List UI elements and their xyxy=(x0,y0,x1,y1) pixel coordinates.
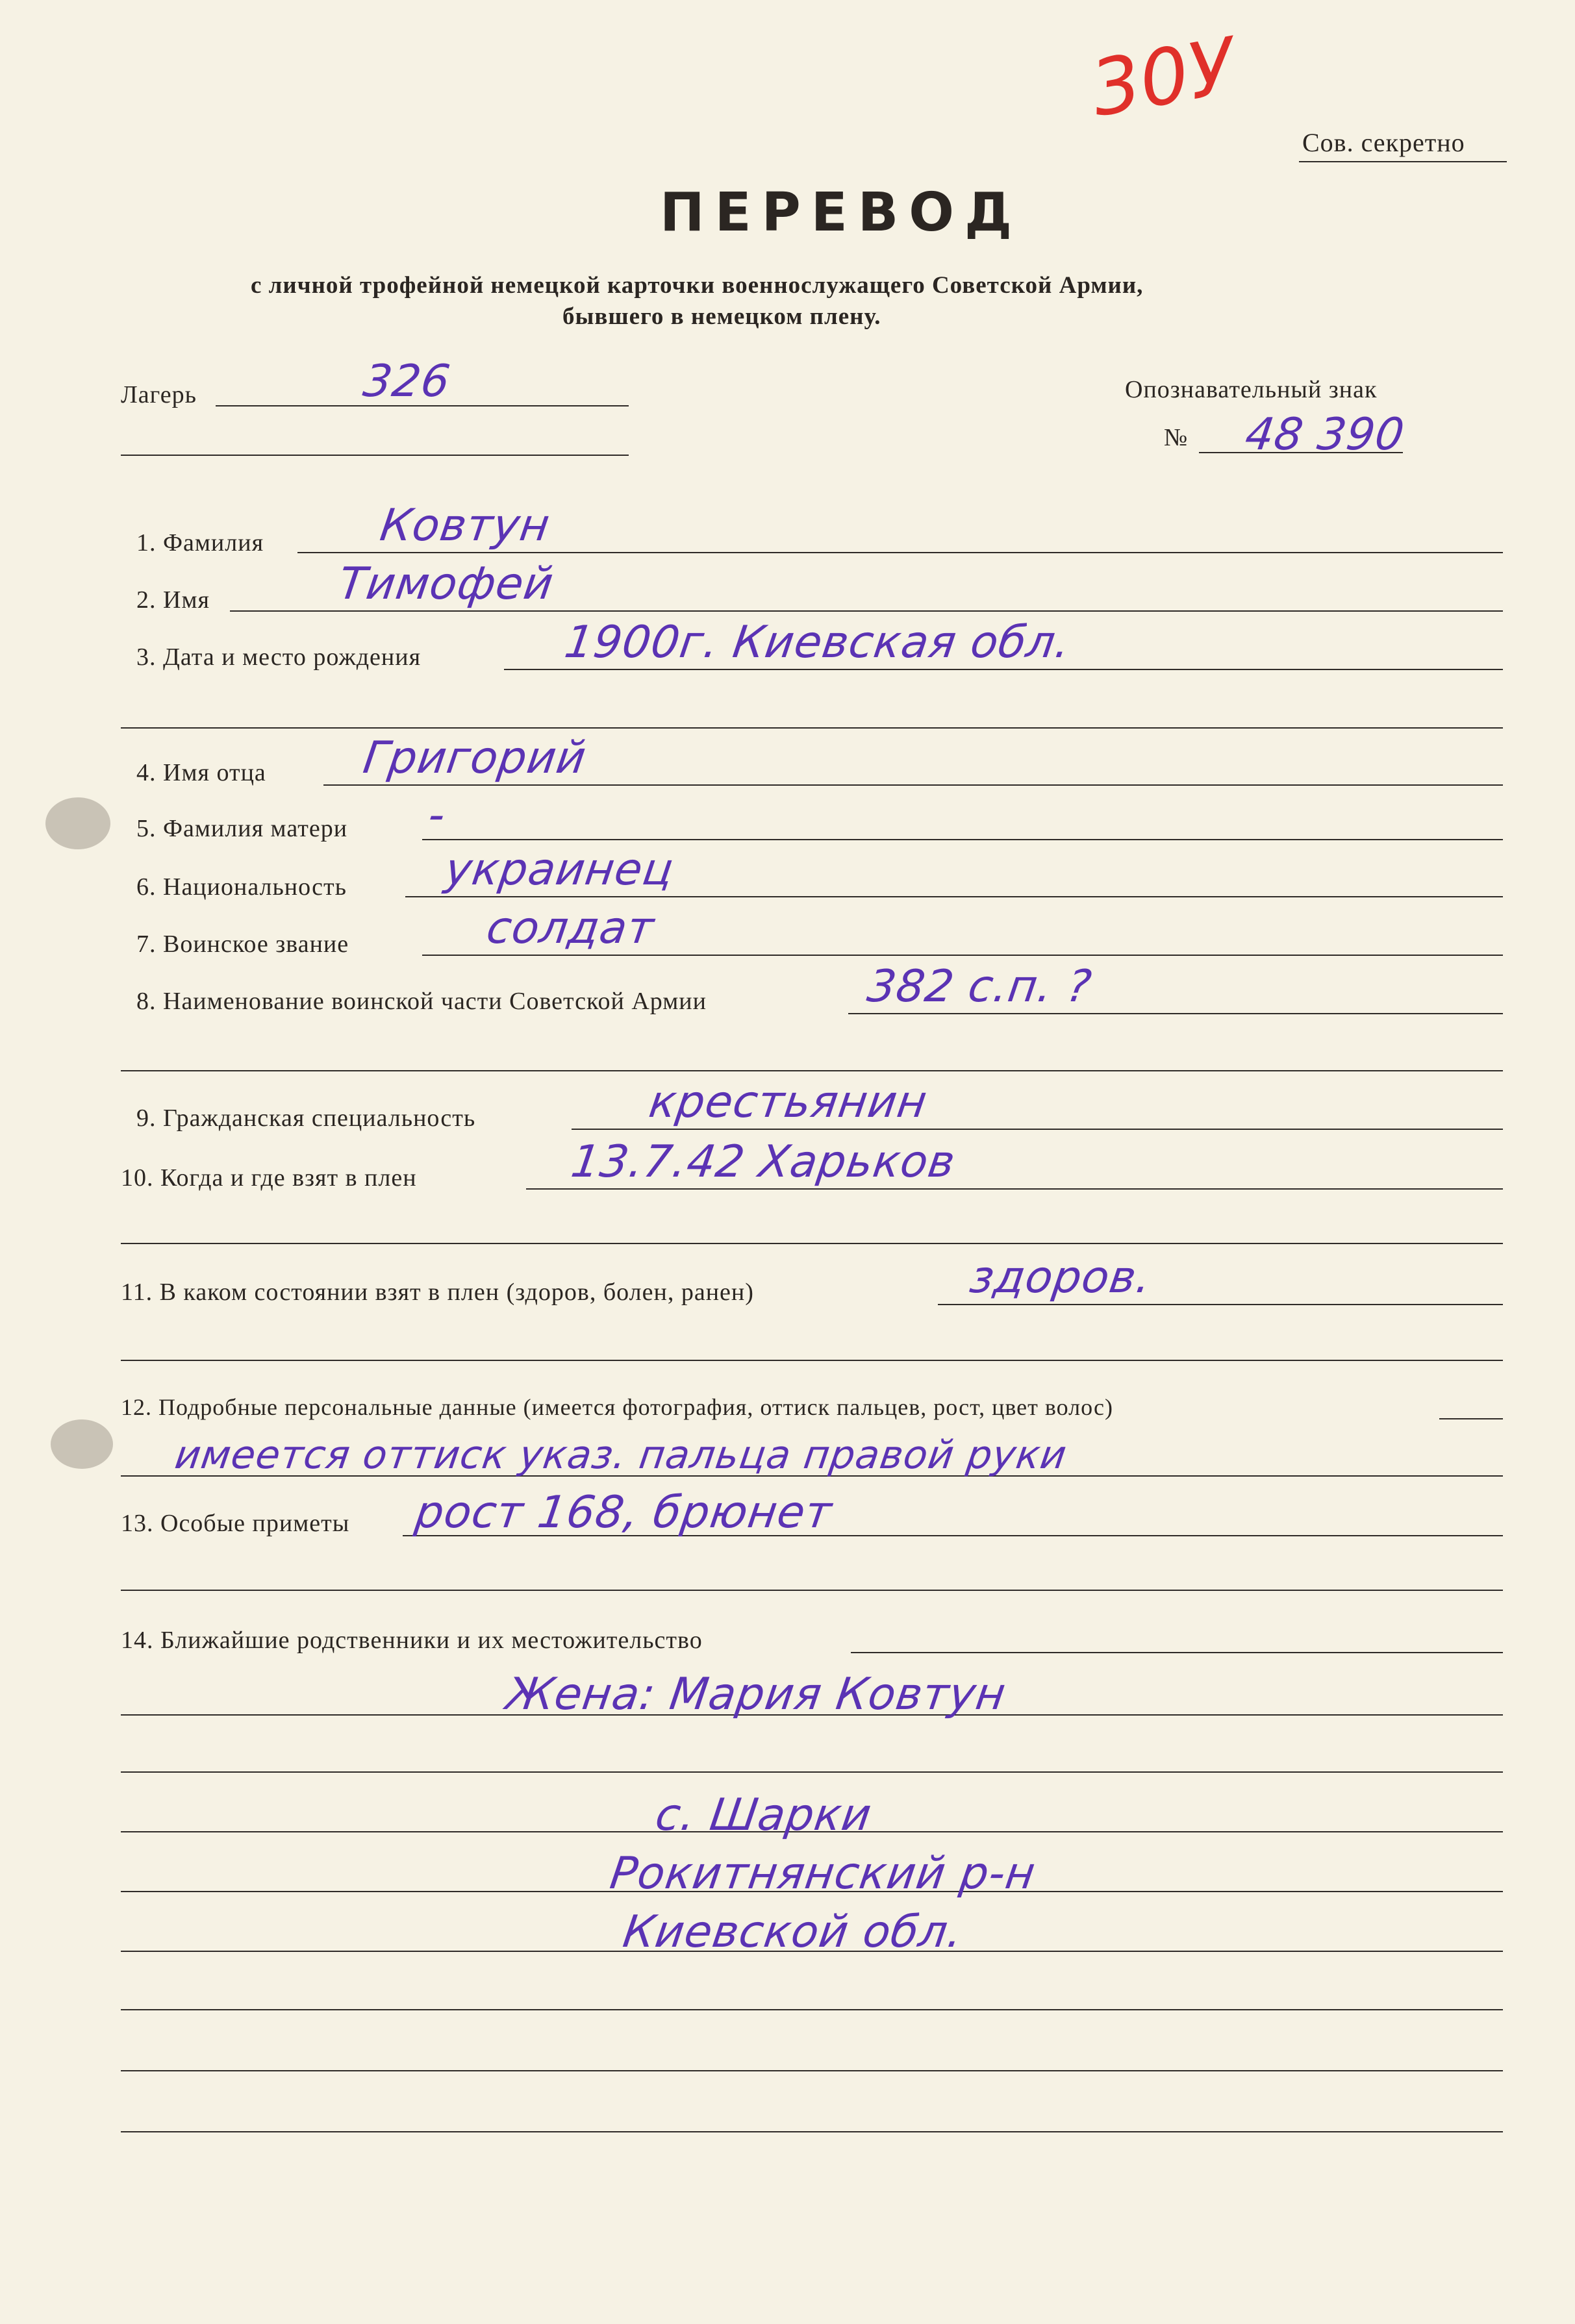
field-name-value: Тимофей xyxy=(335,558,557,610)
document-subtitle-line1: с личной трофейной немецкой карточки военнослужащего Советской Армии, xyxy=(251,272,1144,299)
field-unit-line-2 xyxy=(121,1070,1503,1071)
relatives-line2: с. Шарки xyxy=(652,1790,875,1841)
field-birth-value: 1900г. Киевская обл. xyxy=(561,617,1074,668)
field-unit-line xyxy=(848,1013,1503,1014)
field-personal-data-line xyxy=(1439,1418,1503,1419)
field-surname-value: Ковтун xyxy=(377,500,553,551)
field-nationality-value: украинец xyxy=(442,844,677,895)
field-surname-label: 1. Фамилия xyxy=(136,529,264,556)
field-relatives-line-3 xyxy=(121,1771,1503,1773)
field-personal-data-value: имеется оттиск указ. пальца правой руки xyxy=(172,1432,1070,1478)
relatives-line3: Рокитнянский р-н xyxy=(607,1848,1039,1899)
classification-label: Сов. секретно xyxy=(1302,128,1465,157)
field-profession-value: крестьянин xyxy=(646,1077,931,1128)
field-surname-line xyxy=(297,552,1503,553)
field-captured-label: 10. Когда и где взят в плен xyxy=(121,1164,417,1192)
field-captured-value: 13.7.42 Харьков xyxy=(568,1136,959,1188)
field-condition-line-2 xyxy=(121,1360,1503,1361)
document-subtitle-line2: бывшего в немецком плену. xyxy=(562,303,881,330)
classification-underline xyxy=(1299,161,1507,162)
field-features-label: 13. Особые приметы xyxy=(121,1510,350,1537)
id-tag-value: 48 390 xyxy=(1242,409,1408,460)
field-mother-line xyxy=(422,839,1503,840)
field-personal-data-label: 12. Подробные персональные данные (имеется фотография, оттиск пальцев, рост, цвет волос) xyxy=(121,1394,1113,1420)
field-features-value: рост 168, брюнет xyxy=(412,1487,836,1538)
id-tag-number-sign: № xyxy=(1164,424,1189,451)
field-relatives-line xyxy=(851,1652,1503,1653)
field-condition-line xyxy=(938,1304,1503,1305)
field-birth-line-2 xyxy=(121,727,1503,729)
field-birth-line xyxy=(504,669,1503,670)
field-captured-line xyxy=(526,1188,1503,1190)
field-name-label: 2. Имя xyxy=(136,586,210,614)
field-relatives-line-7 xyxy=(121,2009,1503,2010)
field-mother-label: 5. Фамилия матери xyxy=(136,815,348,842)
field-father-value: Григорий xyxy=(360,732,590,784)
archive-mark: 30У xyxy=(1084,20,1242,134)
field-nationality-line xyxy=(405,896,1503,897)
field-birth-label: 3. Дата и место рождения xyxy=(136,643,422,671)
field-features-line-2 xyxy=(121,1590,1503,1591)
field-mother-value: - xyxy=(425,790,449,841)
field-name-line xyxy=(230,610,1503,612)
field-rank-label: 7. Воинское звание xyxy=(136,931,349,958)
relatives-line1: Жена: Мария Ковтун xyxy=(503,1669,1009,1720)
field-unit-label: 8. Наименование воинской части Советской Армии xyxy=(136,988,707,1015)
relatives-line4: Киевской обл. xyxy=(620,1906,966,1958)
field-nationality-label: 6. Национальность xyxy=(136,873,347,901)
field-father-label: 4. Имя отца xyxy=(136,759,266,786)
field-unit-value: 382 с.п. ? xyxy=(864,961,1095,1012)
field-profession-line xyxy=(572,1129,1503,1130)
punch-hole-bottom xyxy=(51,1419,113,1469)
document-title: ПЕРЕВОД xyxy=(660,182,1022,244)
field-captured-line-2 xyxy=(121,1243,1503,1244)
field-relatives-line-8 xyxy=(121,2070,1503,2071)
camp-line-2 xyxy=(121,455,629,456)
field-condition-label: 11. В каком состоянии взят в плен (здоров, болен, ранен) xyxy=(121,1279,754,1306)
field-condition-value: здоров. xyxy=(966,1252,1155,1303)
field-relatives-label: 14. Ближайшие родственники и их местожительство xyxy=(121,1627,703,1654)
field-rank-value: солдат xyxy=(483,903,658,954)
field-relatives-line-9 xyxy=(121,2131,1503,2132)
field-father-line xyxy=(323,784,1503,786)
camp-label: Лагерь xyxy=(121,381,197,408)
punch-hole-top xyxy=(45,797,110,849)
field-profession-label: 9. Гражданская специальность xyxy=(136,1105,476,1132)
field-rank-line xyxy=(422,955,1503,956)
camp-value: 326 xyxy=(360,356,454,407)
id-tag-label: Опознавательный знак xyxy=(1125,376,1378,403)
